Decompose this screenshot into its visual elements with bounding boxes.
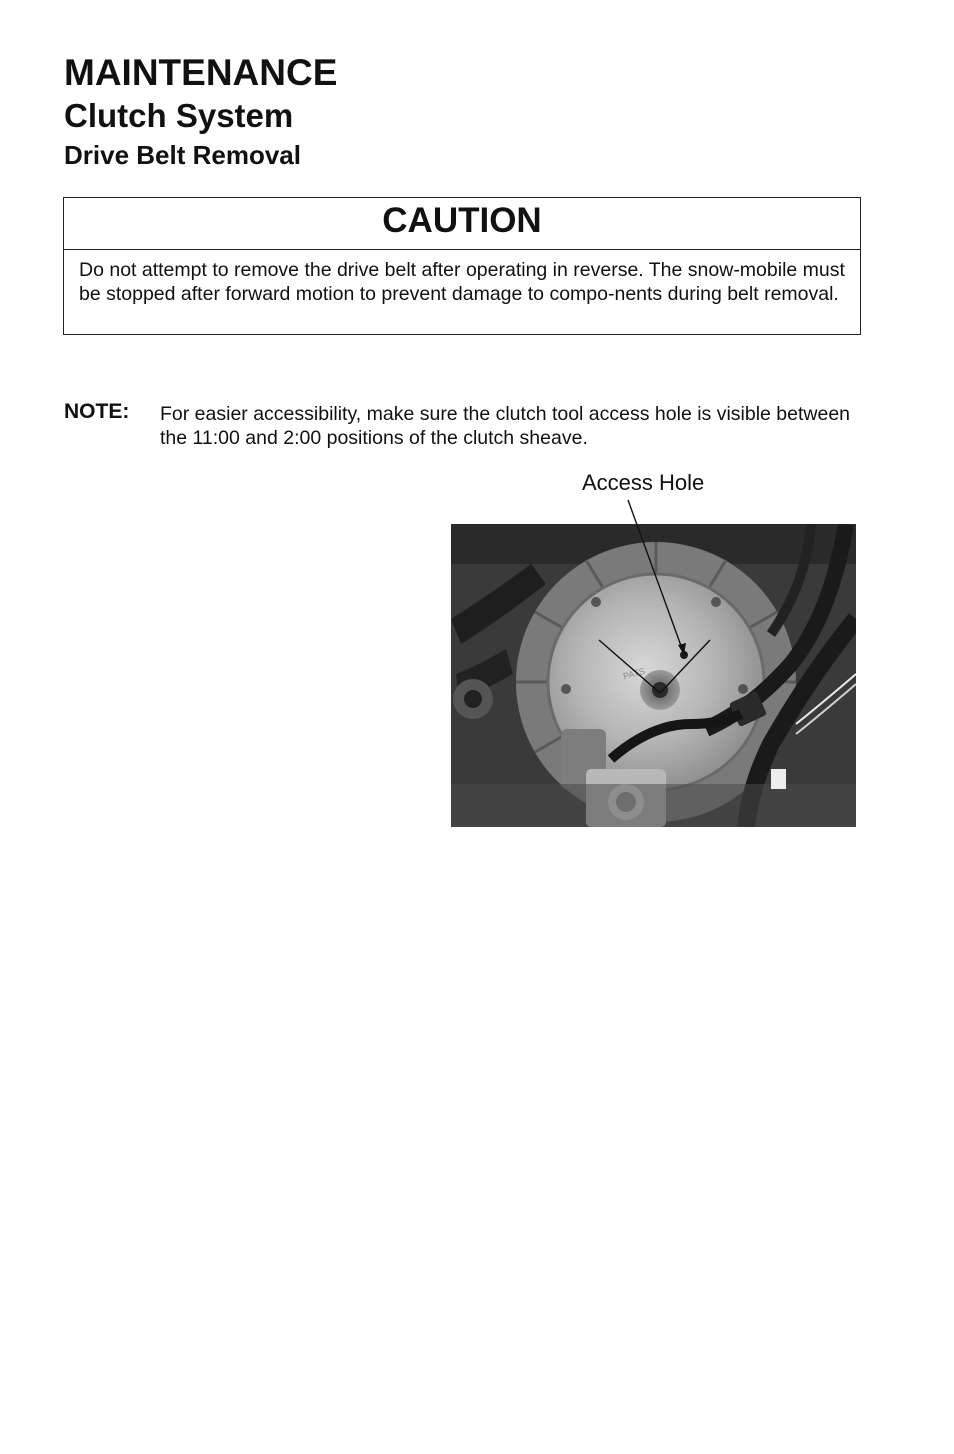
section-title: MAINTENANCE <box>64 52 338 93</box>
note-label: NOTE: <box>64 400 130 423</box>
access-hole-callout: Access Hole <box>582 470 705 495</box>
note-text: For easier accessibility, make sure the clutch tool access hole is visible between the 11:00 and 2:00 positions of the clutch sheave. <box>160 403 851 449</box>
svg-text:PATS: PATS <box>622 666 647 682</box>
caution-box <box>63 197 861 335</box>
topic-title: Drive Belt Removal <box>64 140 301 170</box>
caution-title: CAUTION <box>64 198 860 250</box>
clutch-photo <box>451 524 856 827</box>
subsection-title: Clutch System <box>64 97 294 134</box>
caution-text: Do not attempt to remove the drive belt after operating in reverse. The snow-mobile must be stopped after forward motion to prevent damage to compo-nents during belt removal. <box>79 259 845 305</box>
